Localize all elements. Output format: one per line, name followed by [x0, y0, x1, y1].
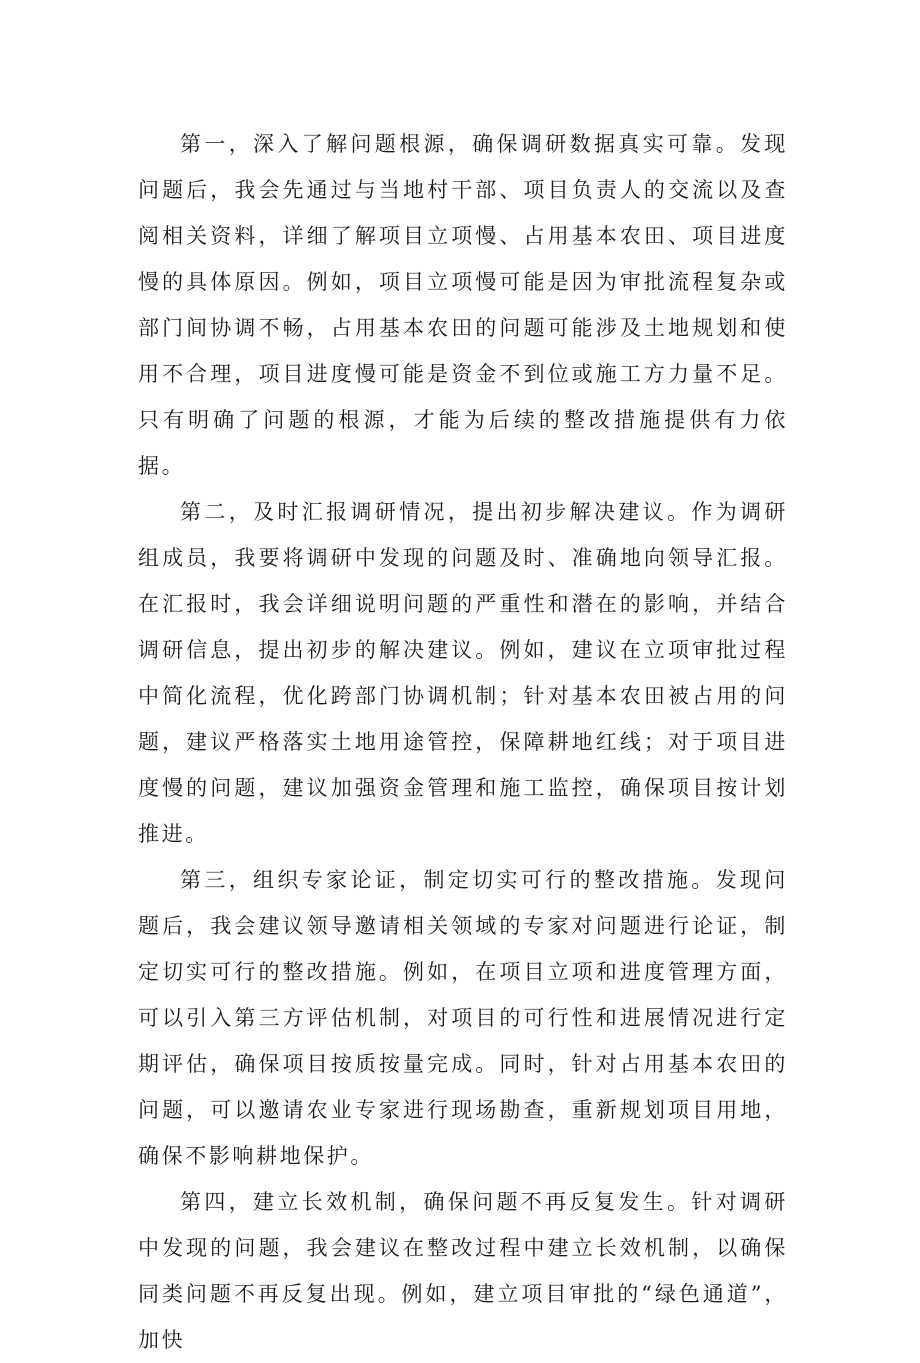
paragraph-1: 第一，深入了解问题根源，确保调研数据真实可靠。发现问题后，我会先通过与当地村干部、项目负责人的交流以及查阅相关资料，详细了解项目立项慢、占用基本农田、项目进度慢的具体原因。例如，项目立项慢可能是因为审批流程复杂或部门间协调不畅，占用基本农田的问题可能涉及土地规划和使用不合理，项目进度慢可能是资金不到位或施工方力量不足。只有明确了问题的根源，才能为后续的整改措施提供有力依据。 [138, 132, 788, 478]
paragraph-3: 第三，组织专家论证，制定切实可行的整改措施。发现问题后，我会建议领导邀请相关领域的专家对问题进行论证，制定切实可行的整改措施。例如，在项目立项和进度管理方面，可以引入第三方评估机制，对项目的可行性和进展情况进行定期评估，确保项目按质按量完成。同时，针对占用基本农田的问题，可以邀请农业专家进行现场勘查，重新规划项目用地，确保不影响耕地保护。 [138, 868, 788, 1168]
paragraph-4: 第四，建立长效机制，确保问题不再反复发生。针对调研中发现的问题，我会建议在整改过程中建立长效机制，以确保同类问题不再反复出现。例如，建立项目审批的“绿色通道”，加快 [138, 1190, 788, 1352]
paragraph-2: 第二，及时汇报调研情况，提出初步解决建议。作为调研组成员，我要将调研中发现的问题及时、准确地向领导汇报。在汇报时，我会详细说明问题的严重性和潜在的影响，并结合调研信息，提出初步的解决建议。例如，建议在立项审批过程中简化流程，优化跨部门协调机制；针对基本农田被占用的问题，建议严格落实土地用途管控，保障耕地红线；对于项目进度慢的问题，建议加强资金管理和施工监控，确保项目按计划推进。 [138, 500, 788, 846]
document-body [138, 121, 788, 1363]
